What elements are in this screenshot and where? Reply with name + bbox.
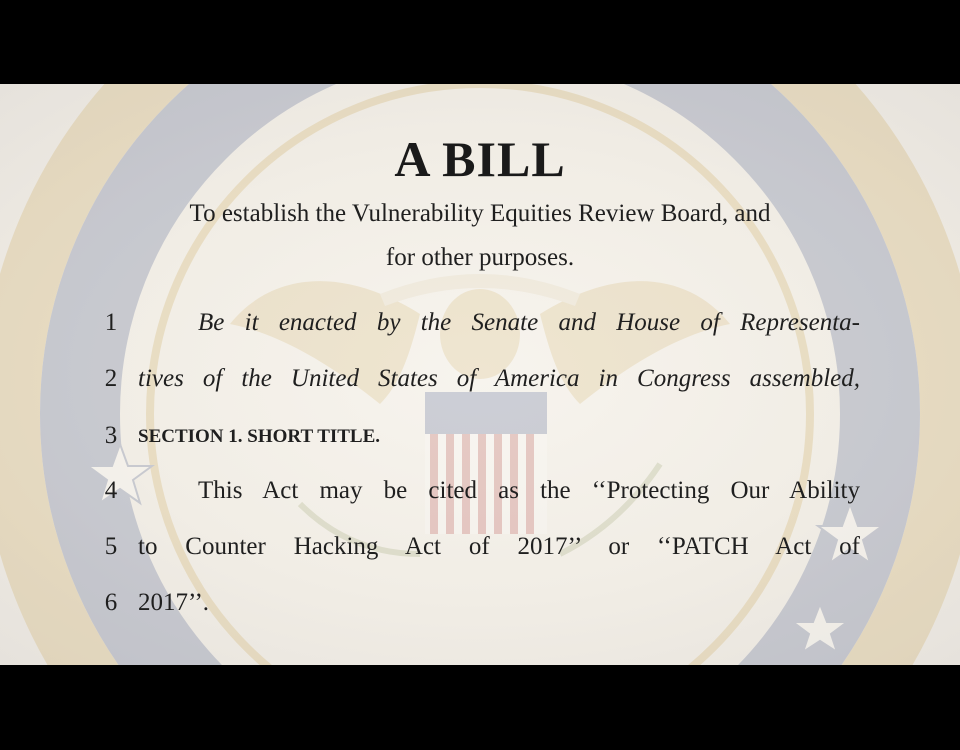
line-text: 2017’’. <box>138 589 210 616</box>
bill-line-4 <box>0 477 960 517</box>
bill-line-2 <box>0 365 960 405</box>
line-text: to Counter Hacking Act of 2017’’ or ‘‘PATCH Act of <box>138 533 860 560</box>
line-text: tives of the United States of America in Congress assembled, <box>138 365 860 392</box>
line-number: 4 <box>104 477 118 504</box>
line-text: Be it enacted by the Senate and House of Representa- <box>198 309 860 336</box>
line-text: This Act may be cited as the ‘‘Protecting Our Ability <box>198 477 860 504</box>
line-number: 6 <box>104 589 118 616</box>
bill-line-1 <box>0 309 960 349</box>
bill-subtitle-line-1: To establish the Vulnerability Equities Review Board, and <box>189 200 771 227</box>
line-number: 5 <box>104 533 118 560</box>
bill-subtitle-line-2: for other purposes. <box>385 244 575 271</box>
line-number: 3 <box>104 422 118 449</box>
bill-line-6 <box>0 589 960 629</box>
letterbox-bottom <box>0 665 960 750</box>
section-heading: SECTION 1. SHORT TITLE. <box>138 426 381 447</box>
bill-line-3 <box>0 422 960 462</box>
letterbox-top <box>0 0 960 84</box>
line-number: 1 <box>104 309 118 336</box>
line-number: 2 <box>104 365 118 392</box>
bill-line-5 <box>0 533 960 573</box>
bill-document <box>0 84 960 665</box>
bill-title: A BILL <box>394 131 566 187</box>
